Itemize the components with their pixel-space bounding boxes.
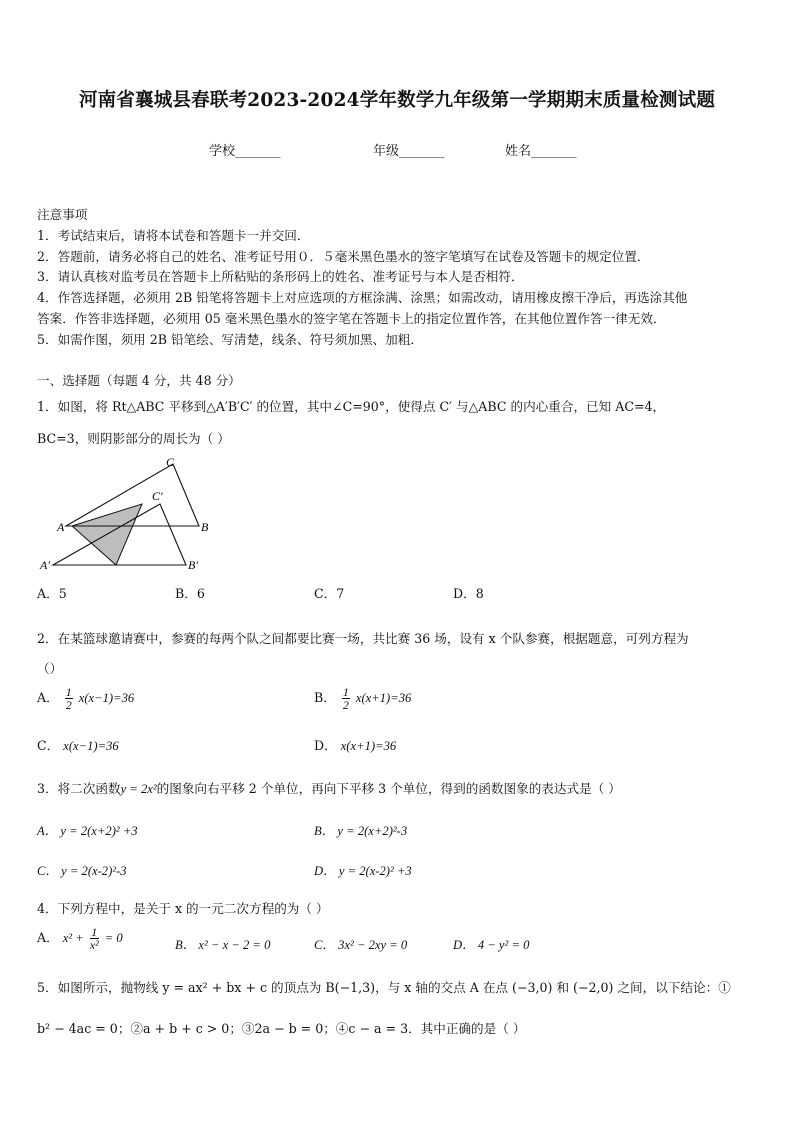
label-b-prime: B′ (188, 558, 198, 572)
q1-stem: 1．如图，将 Rt△ABC 平移到△A′B′C′ 的位置，其中∠C=90°，使得点 C′ 与△ABC 的内心重合，已知 AC=4， (37, 399, 666, 414)
expression: x(x+1)=36 (355, 691, 412, 705)
label-c-prime: C′ (152, 489, 163, 503)
frac-num: 1 (65, 685, 72, 699)
option-label: B． (314, 690, 336, 705)
q3-function: y = 2x² (120, 782, 157, 796)
notice-item: 1．考试结束后，请将本试卷和答题卡一并交回． (37, 228, 310, 243)
label-a-prime: A′ (40, 558, 50, 572)
q3-option-c: C． y = 2(x-2)²-3 (37, 864, 127, 878)
label-a: A (57, 520, 65, 534)
notice-item: 4．作答选择题，必须用 2B 铅笔将答题卡上对应选项的方框涂满、涂黑；如需改动，请用橡皮擦干净后，再选涂其他 (37, 290, 688, 305)
notice-heading: 注意事项 (37, 207, 88, 222)
label-c: C (166, 455, 175, 469)
expression: x(x−1)=36 (63, 739, 119, 753)
notice-item: 3．请认真核对监考员在答题卡上所粘贴的条形码上的姓名、准考证号与本人是否相符． (37, 269, 524, 284)
q3-option-a: A． y = 2(x+2)² +3 (37, 824, 138, 838)
notice-item: 5．如需作图，须用 2B 铅笔绘、写清楚，线条、符号须加黑、加粗． (37, 332, 423, 347)
q3-pre: 3．将二次函数 (37, 781, 121, 796)
q1-option-b: B．6 (175, 586, 205, 601)
q1-option-a: A．5 (37, 586, 67, 601)
q5-stem-cont: b² − 4ac = 0；②a + b + c > 0；③2a − b = 0；④c − a = 3．其中正确的是（ ） (37, 1021, 526, 1036)
q2-option-d (314, 735, 396, 754)
section-heading: 一、选择题（每题 4 分，共 48 分） (37, 373, 241, 388)
expression: = 0 (104, 931, 123, 945)
page-title: 河南省襄城县春联考2023-2024学年数学九年级第一学期期末质量检测试题 (78, 90, 716, 111)
name-field: 姓名_______ (505, 144, 577, 159)
option-label: A． (37, 690, 59, 705)
q2-stem: 2．在某篮球邀请赛中，参赛的每两个队之间都要比赛一场，共比赛 36 场，设有 x 个队参赛，根据题意，可列方程为 (37, 631, 689, 646)
expression: x(x+1)=36 (340, 739, 397, 753)
q3-option-b: B． y = 2(x+2)²-3 (314, 824, 408, 838)
q3-stem (37, 778, 621, 797)
label-b: B (201, 520, 209, 534)
q2-option-a (37, 686, 134, 711)
q4-option-c: C． 3x² − 2xy = 0 (314, 938, 408, 952)
school-field: 学校_______ (209, 144, 281, 159)
expression: x² + (62, 931, 84, 945)
fraction (90, 926, 99, 951)
q1-option-c: C．7 (314, 586, 345, 601)
grade-field: 年级_______ (373, 144, 445, 159)
notice-item: 答案．作答非选择题，必须用 05 毫米黑色墨水的签字笔在答题卡上的指定位置作答，在其他位置作答一律无效． (37, 311, 666, 326)
fraction (65, 686, 73, 711)
frac-den: x² (89, 938, 99, 952)
q4-option-a (37, 926, 123, 951)
notice-item: 2．答题前，请务必将自己的姓名、准考证号用０．５毫米黑色墨水的签字笔填写在试卷及答题卡的规定位置． (37, 249, 650, 264)
q1-option-d: D．8 (453, 586, 484, 601)
q1-stem-cont: BC=3，则阴影部分的周长为（ ） (37, 431, 230, 446)
q4-option-b: B． x² − x − 2 = 0 (175, 938, 271, 952)
frac-den: 2 (65, 698, 72, 712)
frac-num: 1 (342, 685, 349, 699)
q3-option-d: D． y = 2(x-2)² +3 (314, 864, 412, 878)
frac-den: 2 (342, 698, 349, 712)
q2-option-c (37, 735, 119, 754)
frac-num: 1 (91, 925, 98, 939)
q2-option-b (314, 686, 411, 711)
q1-triangle-figure (36, 452, 216, 574)
option-label: D． (314, 738, 337, 753)
q5-stem: 5．如图所示，抛物线 y = ax² + bx + c 的顶点为 B(−1,3)，与 x 轴的交点 A 在点 (−3,0) 和 (−2,0) 之间，以下结论：① (37, 980, 731, 995)
q2-stem-cont: （） (37, 661, 63, 676)
q4-option-d: D． 4 − y² = 0 (453, 938, 530, 952)
expression: x(x−1)=36 (78, 691, 135, 705)
option-label: A． (37, 930, 59, 945)
fraction (342, 686, 350, 711)
option-label: C． (37, 738, 60, 753)
q4-stem: 4．下列方程中，是关于 x 的一元二次方程的为（ ） (37, 901, 329, 916)
q3-post: 的图象向右平移 2 个单位，再向下平移 3 个单位，得到的函数图象的表达式是（ ） (156, 781, 621, 796)
